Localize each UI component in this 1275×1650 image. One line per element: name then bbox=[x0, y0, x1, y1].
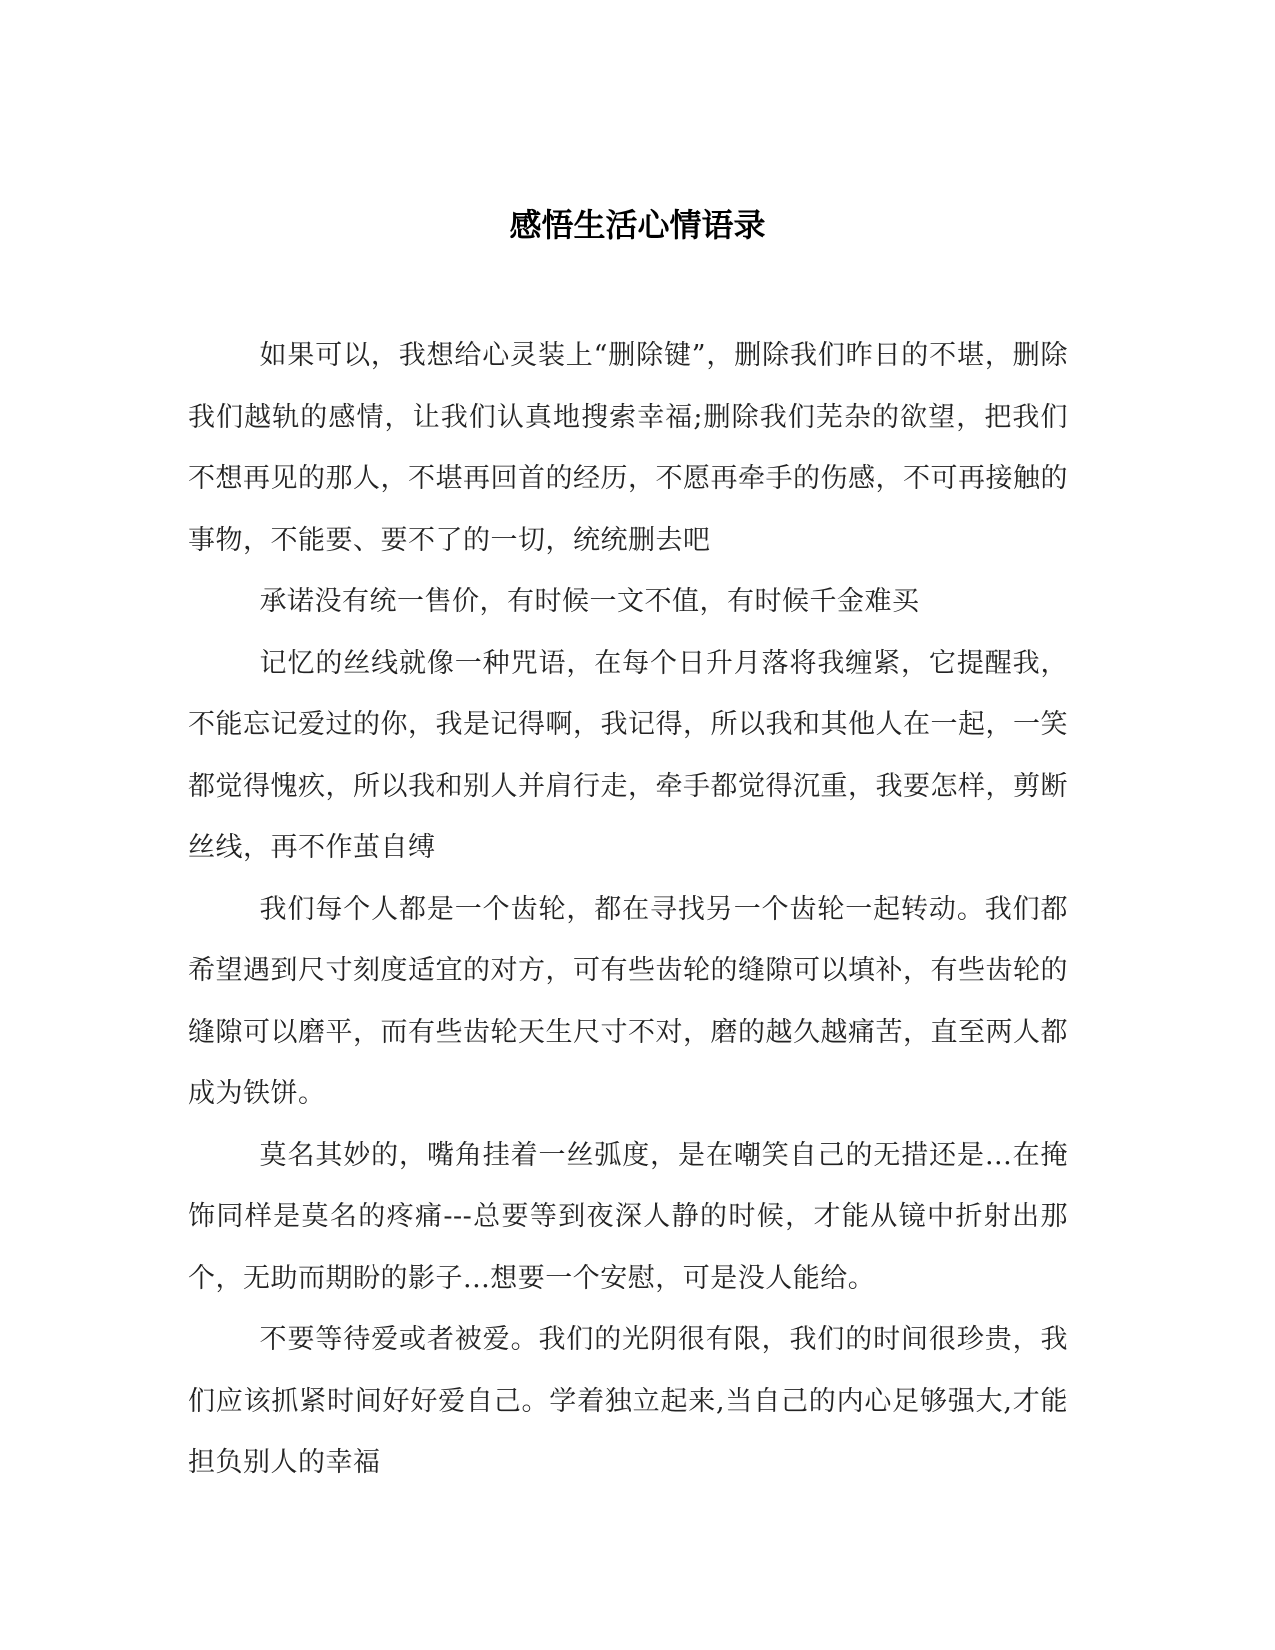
document-body bbox=[188, 325, 1068, 1494]
document-title: 感悟生活心情语录 bbox=[509, 206, 766, 244]
paragraph-delete-key: 如果可以，我想给心灵装上“删除键”，删除我们昨日的不堪，删除我们越轨的感情，让我们认真地搜索幸福;删除我们芜杂的欲望，把我们不想再见的那人，不堪再回首的经历，不愿再牵手的伤感，不可再接触的事物，不能要、要不了的一切，统统删去吧 bbox=[188, 340, 1068, 556]
paragraph-inexplicable: 莫名其妙的，嘴角挂着一丝弧度，是在嘲笑自己的无措还是...在掩饰同样是莫名的疼痛---总要等到夜深人静的时候，才能从镜中折射出那个，无助而期盼的影子...想要一个安慰，可是没人能给。 bbox=[188, 1139, 1068, 1294]
paragraph-promise: 承诺没有统一售价，有时候一文不值，有时候千金难买 bbox=[259, 586, 920, 617]
paragraph-love-yourself: 不要等待爱或者被爱。我们的光阴很有限，我们的时间很珍贵，我们应该抓紧时间好好爱自己。学着独立起来,当自己的内心足够强大,才能担负别人的幸福 bbox=[188, 1324, 1068, 1478]
paragraph-gears: 我们每个人都是一个齿轮，都在寻找另一个齿轮一起转动。我们都希望遇到尺寸刻度适宜的对方，可有些齿轮的缝隙可以填补，有些齿轮的缝隙可以磨平，而有些齿轮天生尺寸不对，磨的越久越痛苦，直至两人都成为铁饼。 bbox=[188, 893, 1068, 1109]
paragraph-memory-thread: 记忆的丝线就像一种咒语，在每个日升月落将我缠紧，它提醒我，不能忘记爱过的你，我是记得啊，我记得，所以我和其他人在一起，一笑都觉得愧疚，所以我和别人并肩行走，牵手都觉得沉重，我要怎样，剪断丝线，再不作茧自缚 bbox=[188, 647, 1068, 863]
